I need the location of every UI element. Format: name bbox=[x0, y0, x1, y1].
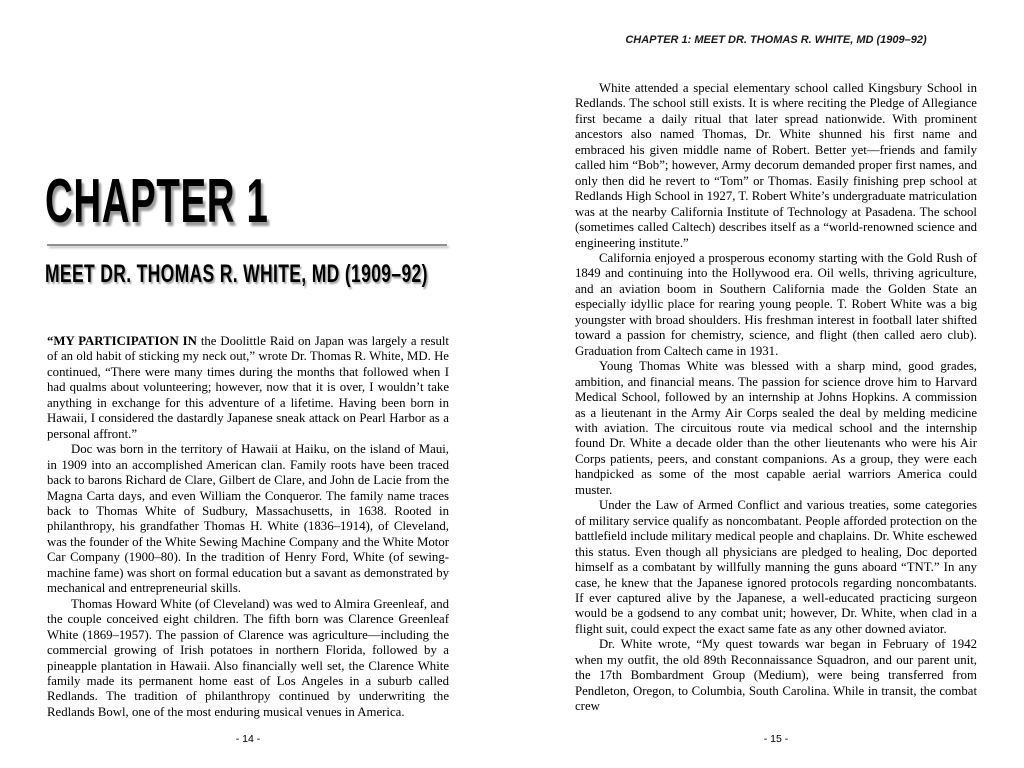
paragraph: California enjoyed a prosperous economy starting with the Gold Rush of 1849 and continuing into the Hollywood era. Oil wells, thriving agriculture, and an aviation boom in Southern California made the Golden State an especially idyllic place for rearing young people. T. Robert White was a big youngster with broad shoulders. His freshman interest in football later shifted toward a passion for chemistry, science, and flight (then called aero club). Graduation from Caltech came in 1931. bbox=[575, 250, 977, 358]
paragraph: Doc was born in the territory of Hawaii at Haiku, on the island of Maui, in 1909 into an accomplished American clan. Family roots have been traced back to barons Richard de Clare, Gilbert de Clare, and John de Lacie from the Magna Carta days, and even William the Conqueror. The family name traces back to Thomas White of Sudbury, Massachusetts, in 1638. Rooted in philanthropy, his grandfather Thomas H. White (1836–1914), of Cleveland, was the founder of the White Sewing Machine Company and the White Motor Car Company (1900–80). In the tradition of Henry Ford, White (of sewing-machine fame) was short on formal education but a savant as demonstrated by mechanical and entrepreneurial skills. bbox=[47, 442, 449, 596]
paragraph: Thomas Howard White (of Cleveland) was wed to Almira Greenleaf, and the couple conceived eight children. The fifth born was Clarence Greenleaf White (1869–1957). The passion of Clarence was agriculture—including the commercial growing of Irish potatoes in northern Florida, followed by a pineapple plantation in Hawaii. Also financially well set, the Clarence White family made its permanent home east of Los Angeles in a suburb called Redlands. The tradition of philanthropy continued by underwriting the Redlands Bowl, one of the most enduring musical venues in America. bbox=[47, 596, 449, 719]
chapter-title: CHAPTER 1 bbox=[45, 167, 269, 236]
paragraph-lead-rest: the Doolittle Raid on Japan was largely a result of an old habit of sticking my neck out,” wrote Dr. Thomas R. White, MD. He continued, “There were many times during the months that followed when I had qualms about volunteering; however, now that it is over, I wouldn’t take anything in exchange for this adventure of a lifetime. Having been born in Hawaii, I considered the dastardly Japanese sneak attack on Pearl Harbor as a personal affront.” bbox=[47, 334, 449, 441]
page-number-right: - 15 - bbox=[763, 733, 789, 745]
paragraph: White attended a special elementary school called Kingsbury School in Redlands. The school still exists. It is where reciting the Pledge of Allegiance first became a daily ritual that later spread nationwide. With prominent ancestors also named Thomas, Dr. White shunned his first name and embraced his given middle name of Robert. Better yet—friends and family called him “Bob”; however, Army decorum demanded proper first names, and only then did he revert to “Tom” or Thomas. Easily finishing prep school at Redlands High School in 1927, T. Robert White’s undergraduate matriculation was at the nearby California Institute of Technology at Pasadena. The school (sometimes called Caltech) describes itself as a “world-renowned science and engineering institute.” bbox=[575, 81, 977, 250]
paragraph: Dr. White wrote, “My quest towards war began in February of 1942 when my outfit, the old 89th Reconnaissance Squadron, and our parent unit, the 17th Bombardment Group (Medium), were being transferred from Pendleton, Oregon, to Columbia, South Carolina. While in transit, the combat crew bbox=[575, 637, 977, 714]
chapter-subtitle: MEET DR. THOMAS R. WHITE, MD (1909–92) bbox=[45, 260, 428, 288]
page-number-left: - 14 - bbox=[235, 733, 261, 745]
paragraph: Under the Law of Armed Conflict and various treaties, some categories of military service qualify as noncombatant. People afforded protection on the battlefield include military medical people and chaplains. Dr. White eschewed this status. Even though all physicians are pledged to healing, Doc deported himself as a combatant by willfully manning the guns aboard “TNT.” In any case, he knew that the Japanese ignored protocols regarding noncombatants. If ever captured alive by the Japanese, a well-educated practicing surgeon would be a godsend to any combat unit; however, Dr. White, when clad in a flight suit, could expect the exact same fate as any other downed aviator. bbox=[575, 498, 977, 636]
paragraph-lead-bold: “MY PARTICIPATION IN bbox=[47, 334, 197, 348]
running-header: CHAPTER 1: MEET DR. THOMAS R. WHITE, MD (1909–92) bbox=[625, 34, 927, 46]
right-page-body bbox=[575, 81, 977, 715]
paragraph: Young Thomas White was blessed with a sharp mind, good grades, ambition, and financial means. The passion for science drove him to Harvard Medical School, followed by an internship at Johns Hopkins. A commission as a lieutenant in the Army Air Corps sealed the deal by melding medicine with aviation. The circuitous route via medical school and the internship found Dr. White a decade older than the other lieutenants who were his Air Corps patients, peers, and constant companions. As a group, they were each handpicked as some of the most capable aerial warriors America could muster. bbox=[575, 359, 977, 497]
